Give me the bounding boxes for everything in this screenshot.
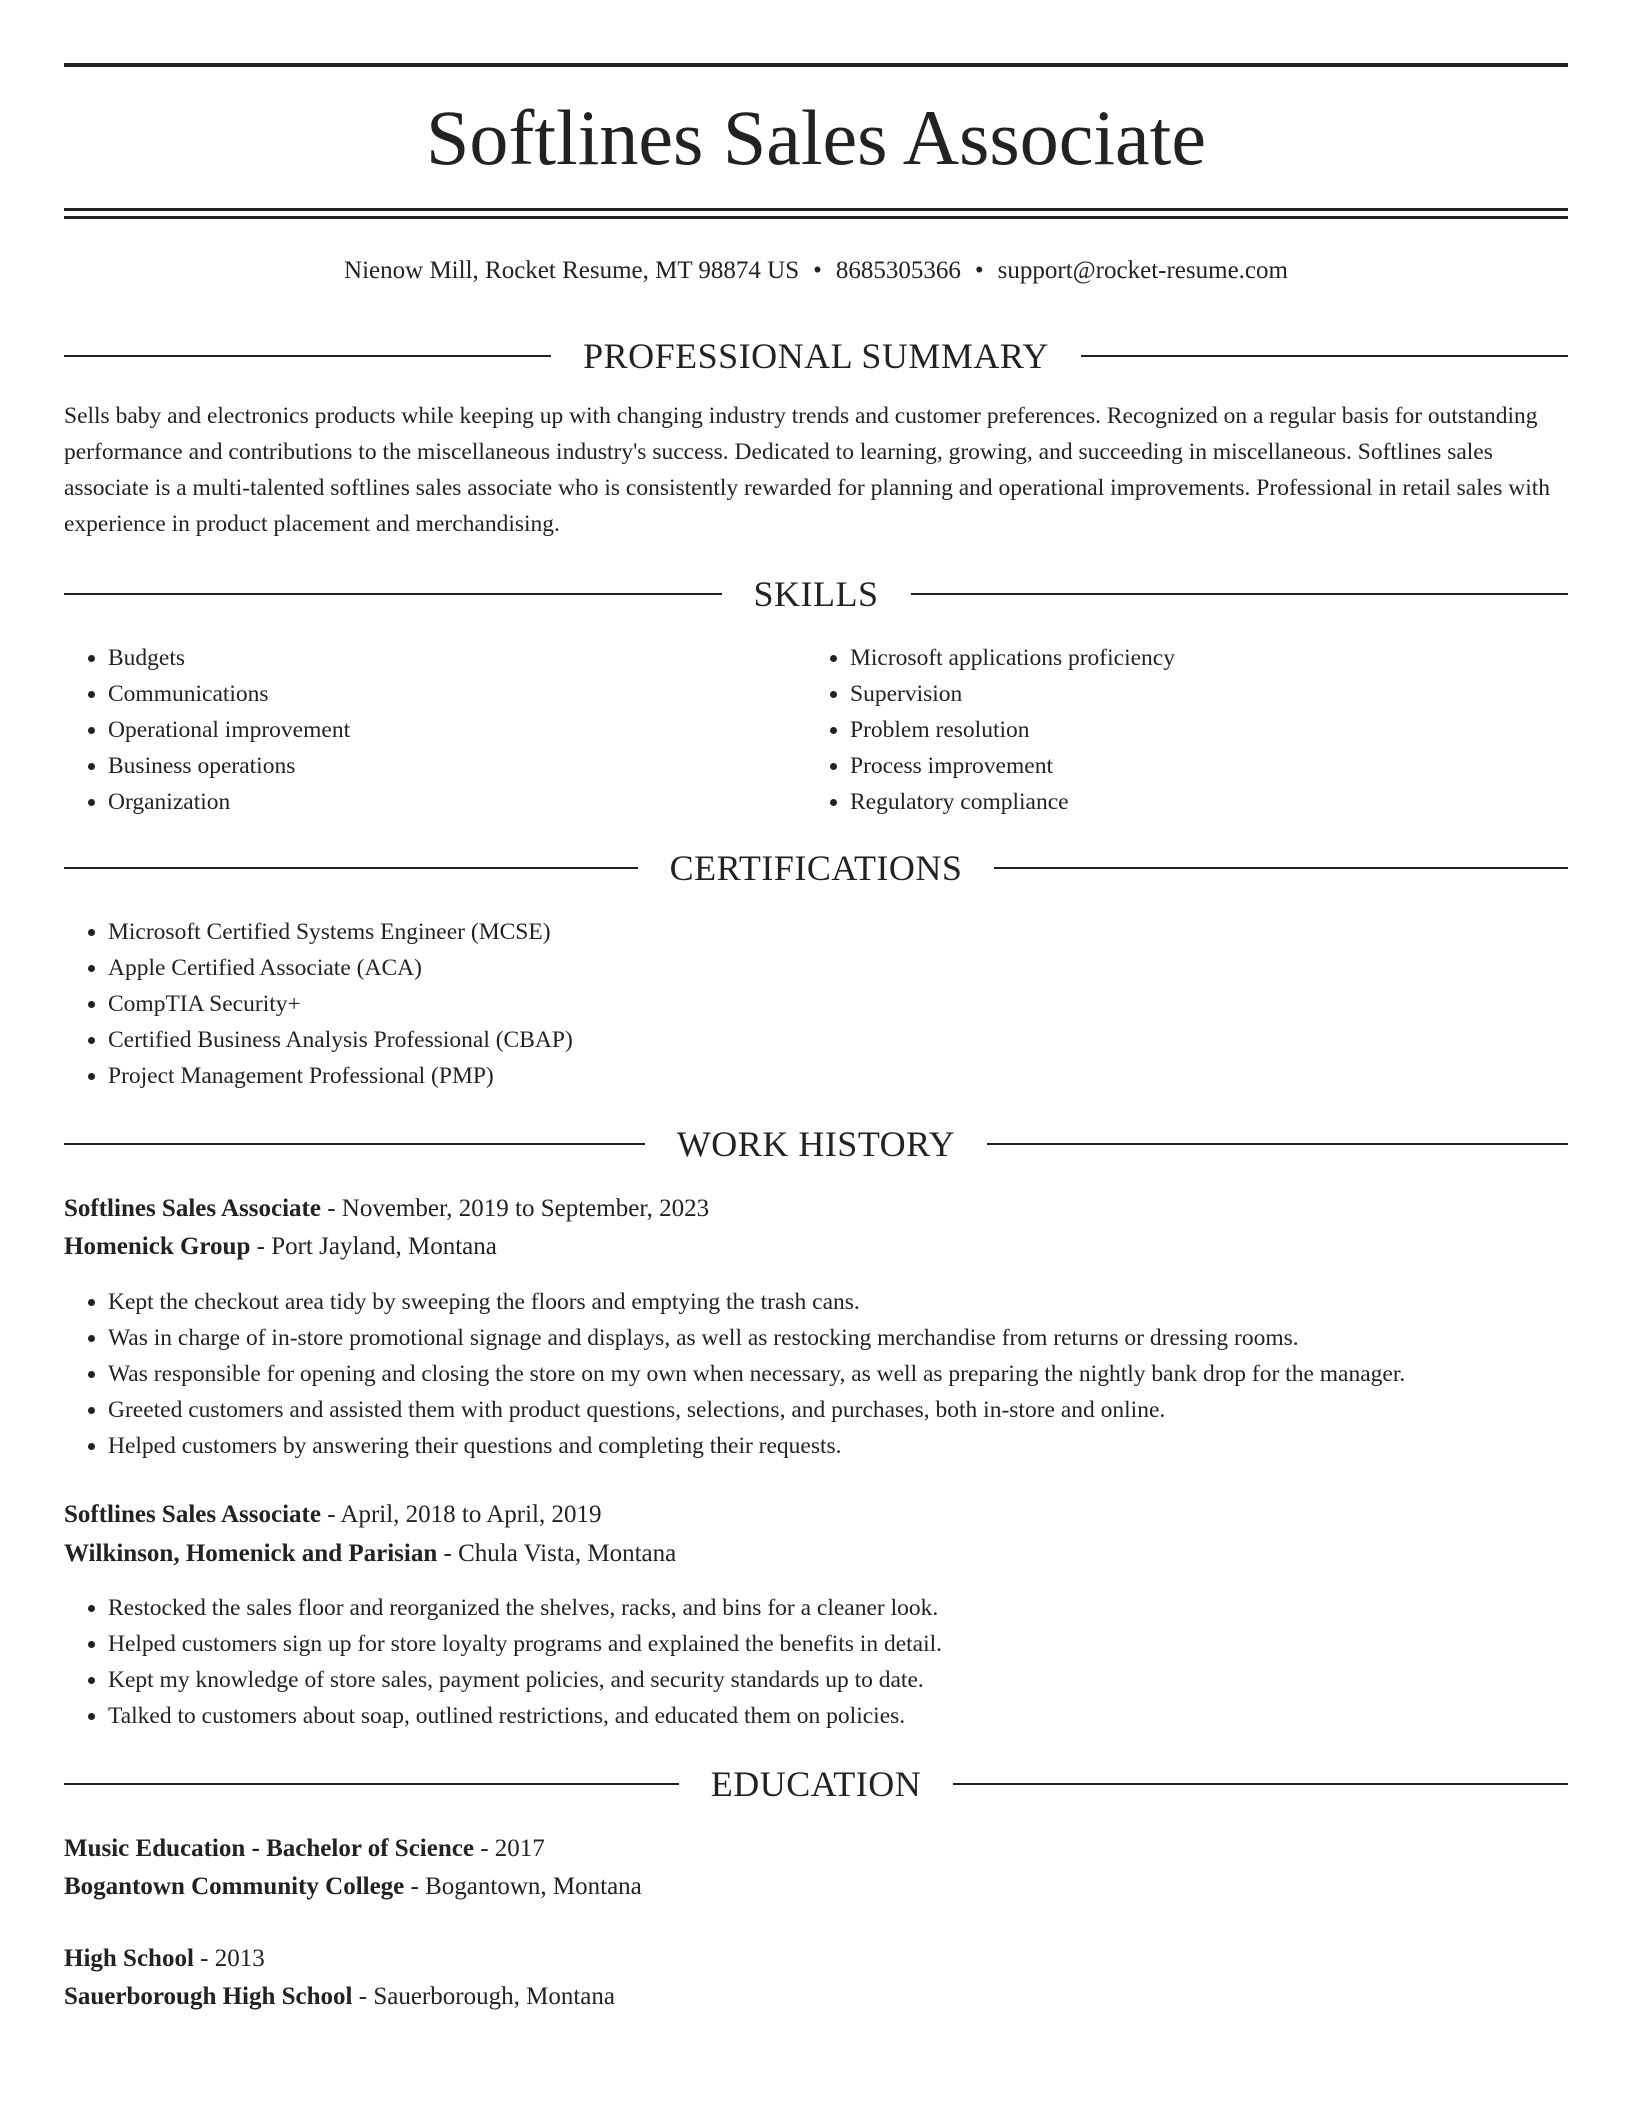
separator-dot: • [974,257,984,284]
graduation-year: - 2017 [473,1835,545,1862]
heading-rule [994,867,1568,869]
company-location: - Chula Vista, Montana [437,1540,677,1567]
company-name: Homenick Group [64,1233,251,1260]
skill-item: • Problem resolution [850,712,1610,748]
job-title-line [64,1496,1568,1534]
heading-rule [953,1783,1568,1785]
skill-item: • Operational improvement [108,712,808,748]
degree-line [64,1830,1568,1868]
job-dates: - November, 2019 to September, 2023 [320,1195,710,1222]
separator-dot: • [813,257,822,284]
certifications-heading-text: CERTIFICATIONS [669,848,963,888]
email-link[interactable]: support@rocket-resume.com [997,257,1288,284]
top-rule [64,63,1568,67]
degree-name: High School [64,1945,194,1972]
certification-item: • CompTIA Security+ [108,986,1608,1022]
skills-list-left [64,640,808,820]
school-location: - Bogantown, Montana [404,1873,642,1900]
certifications-heading [64,848,1568,888]
certifications-list [64,914,1608,1094]
job-title: Softlines Sales Associate [64,1501,321,1528]
skill-item: • Communications [108,676,808,712]
school-line [64,1978,1568,2016]
heading-rule [911,593,1569,595]
skill-item: • Budgets [108,640,808,676]
heading-rule [64,1143,645,1145]
job-title: Softlines Sales Associate [64,1195,321,1222]
summary-heading-text: PROFESSIONAL SUMMARY [583,336,1049,376]
duty-item: • Greeted customers and assisted them with product questions, selections, and purchases, both in-store and online. [108,1392,1608,1428]
skill-item: • Regulatory compliance [850,784,1610,820]
company-location: - Port Jayland, Montana [250,1233,497,1260]
duty-item: • Helped customers sign up for store loyalty programs and explained the benefits in detail. [108,1626,1608,1662]
work-history-heading [64,1124,1568,1164]
job-title-line [64,1190,1568,1228]
school-name: Bogantown Community College [64,1873,405,1900]
skill-item: • Process improvement [850,748,1610,784]
school-location: - Sauerborough, Montana [352,1983,615,2010]
duty-item: • Restocked the sales floor and reorganized the shelves, racks, and bins for a cleaner look. [108,1590,1608,1626]
skill-item: • Supervision [850,676,1610,712]
degree-line [64,1940,1568,1978]
certification-item: • Project Management Professional (PMP) [108,1058,1608,1094]
summary-text: Sells baby and electronics products while keeping up with changing industry trends and customer preferences. Recognized on a regular basis for outstanding performance and contributions to the miscellaneous industry's success. Dedicated to learning, growing, and succeeding in miscellaneous. Softlines sales associate is a multi-talented softlines sales associate who is consistently rewarded for planning and operational improvements. Professional in retail sales with experience in product placement and merchandising. [64,403,1550,537]
work-history-heading-text: WORK HISTORY [676,1124,956,1164]
title-rule-lower [64,216,1568,219]
skills-list-right [806,640,1610,820]
skills-heading-text: SKILLS [753,574,879,614]
job-company-line [64,1228,1568,1266]
education-heading-text: EDUCATION [710,1764,922,1804]
summary-heading [64,336,1568,376]
heading-rule [64,593,722,595]
duty-item: • Talked to customers about soap, outlined restrictions, and educated them on policies. [108,1698,1608,1734]
education-heading [64,1764,1568,1804]
duty-item: • Helped customers by answering their questions and completing their requests. [108,1428,1608,1464]
skill-item: • Organization [108,784,808,820]
heading-rule [987,1143,1568,1145]
job-duties-list [64,1284,1608,1464]
heading-rule [64,1783,679,1785]
duty-item: • Was in charge of in-store promotional signage and displays, as well as restocking merchandise from returns or dressing rooms. [108,1320,1608,1356]
duty-item: • Kept my knowledge of store sales, payment policies, and security standards up to date. [108,1662,1608,1698]
school-name: Sauerborough High School [64,1983,353,2010]
job-company-line [64,1535,1568,1573]
certification-item: • Certified Business Analysis Professional (CBAP) [108,1022,1608,1058]
certification-item: • Microsoft Certified Systems Engineer (MCSE) [108,914,1608,950]
certification-item: • Apple Certified Associate (ACA) [108,950,1608,986]
skills-heading [64,574,1568,614]
heading-rule [64,355,551,357]
company-name: Wilkinson, Homenick and Parisian [64,1540,438,1567]
heading-rule [64,867,638,869]
skill-item: • Microsoft applications proficiency [850,640,1610,676]
duty-item: • Kept the checkout area tidy by sweeping the floors and emptying the trash cans. [108,1284,1608,1320]
address: Nienow Mill, Rocket Resume, MT 98874 US [344,257,800,284]
contact-line [64,254,1568,288]
graduation-year: - 2013 [193,1945,265,1972]
school-line [64,1868,1568,1906]
phone: 8685305366 [835,257,961,284]
degree-name: Music Education - Bachelor of Science [64,1835,474,1862]
job-duties-list [64,1590,1608,1734]
skill-item: • Business operations [108,748,808,784]
duty-item: • Was responsible for opening and closing the store on my own when necessary, as well as preparing the nightly bank drop for the manager. [108,1356,1608,1392]
job-dates: - April, 2018 to April, 2019 [320,1501,602,1528]
heading-rule [1081,355,1568,357]
page-title: Softlines Sales Associate [426,94,1206,181]
title-rule-upper [64,208,1568,211]
